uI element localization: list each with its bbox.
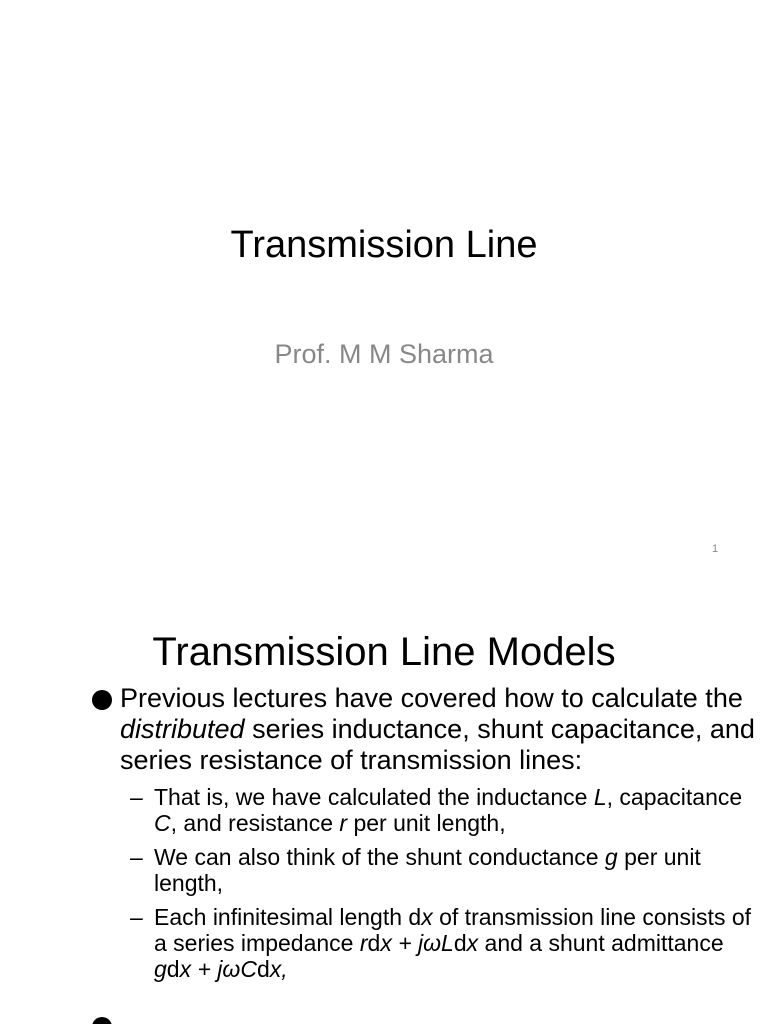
dash-icon: – xyxy=(130,844,143,870)
bullet-item xyxy=(90,683,760,982)
sub-bullet-text: That is, we have calculated the inductance L, capacitance C, and resistance r per unit length, xyxy=(154,784,743,836)
dash-icon: – xyxy=(130,904,143,930)
sub-bullet-text: We can also think of the shunt conductance g per unit length, xyxy=(154,844,701,896)
bullet-icon xyxy=(92,690,112,710)
bullet-icon xyxy=(92,1017,112,1024)
sub-bullet-text: Each infinitesimal length dx of transmission line consists of a series impedance rdx + jωLdx and a shunt admittance gdx + jωCdx, xyxy=(154,904,752,982)
sub-bullet-item xyxy=(120,904,760,982)
dash-icon: – xyxy=(130,784,143,810)
slide-title: Transmission Line xyxy=(230,224,538,266)
sub-bullet-item xyxy=(120,784,760,836)
slide-subtitle: Prof. M M Sharma xyxy=(274,339,494,369)
sub-bullet-item xyxy=(120,844,760,896)
bullet-list xyxy=(90,683,760,990)
page-number: 1 xyxy=(712,543,719,555)
bullet-text: Previous lectures have covered how to calculate the distributed series inductance, shunt capacitance, and series resistance of transmission lines: xyxy=(120,683,755,775)
sub-bullet-list xyxy=(120,784,760,982)
slide-title: Transmission Line Models xyxy=(152,630,616,674)
content-slide xyxy=(0,576,768,1024)
